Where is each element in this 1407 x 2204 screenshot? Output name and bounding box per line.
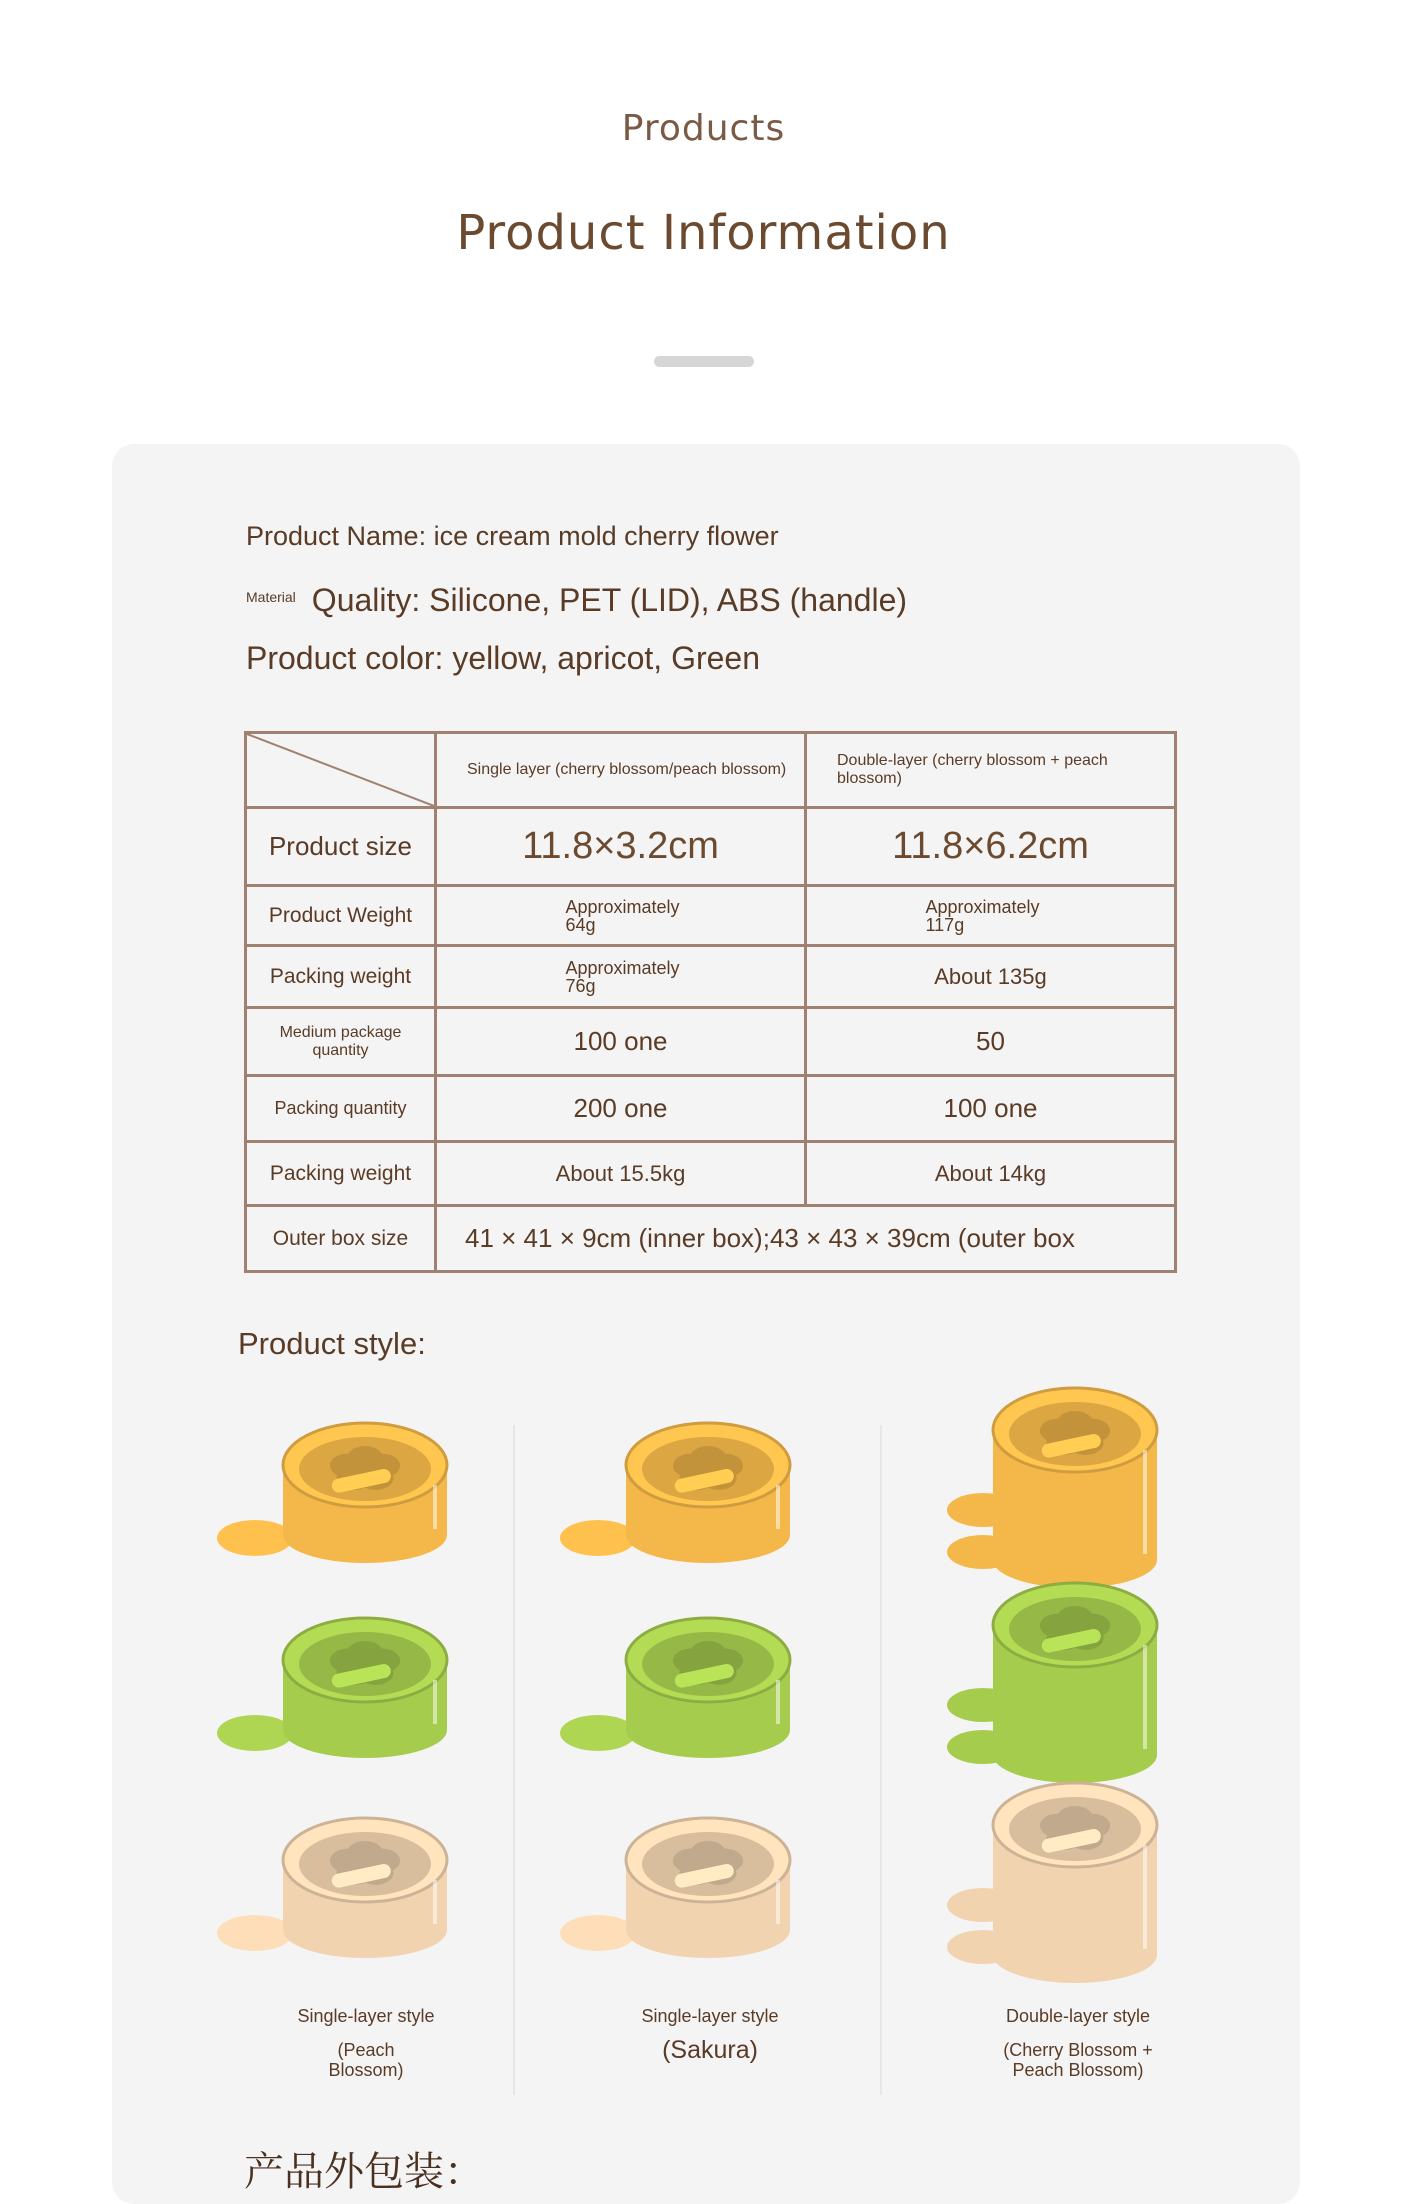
cell-value: 50 — [806, 1008, 1176, 1076]
single-layer-mold-image — [217, 1818, 447, 1958]
material-tag: Material — [246, 588, 296, 605]
row-label: Medium package quantity — [246, 1008, 436, 1076]
single-layer-mold-image — [217, 1618, 447, 1758]
single-layer-mold-image — [217, 1423, 447, 1563]
row-label: Product Weight — [246, 886, 436, 946]
row-label: Product size — [246, 808, 436, 886]
double-layer-mold-image — [947, 1388, 1157, 1588]
page-title: Product Information — [456, 205, 951, 261]
style-caption — [590, 2006, 830, 2064]
col-header-double: Double-layer (cherry blossom + peach blossom) — [806, 733, 1176, 808]
single-layer-mold-image — [560, 1618, 790, 1758]
row-label: Outer box size — [246, 1206, 436, 1272]
row-label: Packing quantity — [246, 1076, 436, 1142]
cell-value: 11.8×6.2cm — [806, 808, 1176, 886]
product-name: Product Name: ice cream mold cherry flower — [246, 521, 779, 551]
product-color: Product color: yellow, apricot, Green — [246, 640, 761, 676]
cell-value: 200 one — [436, 1076, 806, 1142]
single-layer-mold-image — [560, 1818, 790, 1958]
col-header-single: Single layer (cherry blossom/peach blossom) — [436, 733, 806, 808]
footer-heading: 产品外包装： — [244, 2149, 484, 2195]
caption-line1: Double-layer style — [1005, 2006, 1151, 2026]
caption-line1: Single-layer style — [297, 2006, 435, 2026]
product-style-title: Product style: — [238, 1326, 426, 1361]
cell-value: About 14kg — [806, 1142, 1176, 1206]
cell-value: 100 one — [806, 1076, 1176, 1142]
cell-value: Approximately 76g — [436, 946, 806, 1008]
double-layer-mold-image — [947, 1783, 1157, 1983]
caption-line1: Single-layer style — [641, 2006, 779, 2026]
cell-value: 11.8×3.2cm — [436, 808, 806, 886]
style-caption — [246, 2007, 486, 2080]
caption-line2: (Peach Blossom) — [328, 2040, 404, 2080]
cell-value: Approximately 64g — [436, 886, 806, 946]
cell-value: 41 × 41 × 9cm (inner box);43 × 43 × 39cm (outer box — [436, 1206, 1176, 1272]
cell-value: Approximately 117g — [806, 886, 1176, 946]
cell-value: About 15.5kg — [436, 1142, 806, 1206]
caption-line2: (Cherry Blossom + Peach Blossom) — [1003, 2040, 1153, 2080]
section-subtitle: Products — [621, 108, 786, 149]
style-caption — [958, 2007, 1198, 2080]
caption-line2: (Sakura) — [662, 2036, 758, 2064]
cell-value: 100 one — [436, 1008, 806, 1076]
double-layer-mold-image — [947, 1583, 1157, 1783]
row-label: Packing weight — [246, 1142, 436, 1206]
row-label: Packing weight — [246, 946, 436, 1008]
material-quality: Quality: Silicone, PET (LID), ABS (handle) — [311, 582, 908, 618]
cell-value: About 135g — [806, 946, 1176, 1008]
single-layer-mold-image — [560, 1423, 790, 1563]
